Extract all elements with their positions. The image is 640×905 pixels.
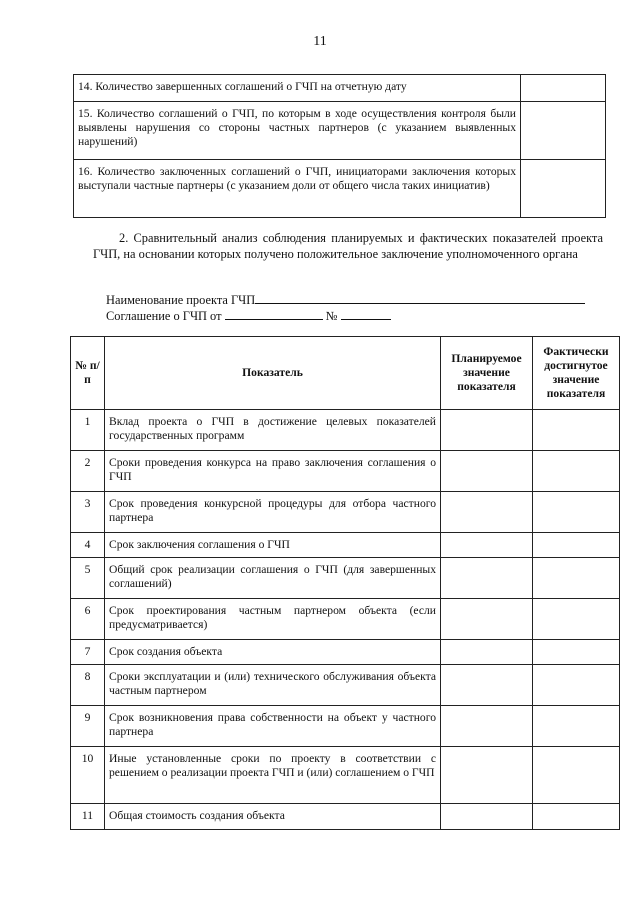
table-row [71,747,620,804]
row-planned [441,665,533,706]
row-actual [533,804,620,830]
row-planned [441,558,533,599]
row-actual [533,640,620,665]
header-indicator: Показатель [105,337,441,410]
row-indicator: Общая стоимость создания объекта [105,804,441,830]
row-actual [533,706,620,747]
table-row [71,599,620,640]
row-planned [441,533,533,558]
row-planned [441,451,533,492]
table-row [74,102,606,160]
indicator-cell: 16. Количество заключенных соглашений о ГЧП, инициаторами заключения которых выступали частные партнеры (с указанием доли от общего числа таких инициатив) [74,160,521,218]
row-number: 5 [71,558,105,599]
value-cell [521,75,606,102]
page-number: 11 [313,34,327,49]
row-planned [441,599,533,640]
row-planned [441,492,533,533]
row-actual [533,410,620,451]
row-number: 2 [71,451,105,492]
table-row [71,804,620,830]
row-actual [533,599,620,640]
table-row [71,410,620,451]
agreement-label: Соглашение о ГЧП от [106,309,222,323]
row-indicator: Срок создания объекта [105,640,441,665]
row-number: 6 [71,599,105,640]
indicators-table-continued [73,74,606,218]
table-row [71,706,620,747]
indicator-cell: 14. Количество завершенных соглашений о ГЧП на отчетную дату [74,75,521,102]
row-number: 11 [71,804,105,830]
number-sign: № [325,309,338,323]
row-number: 3 [71,492,105,533]
row-planned [441,747,533,804]
row-actual [533,492,620,533]
row-indicator: Срок проведения конкурсной процедуры для отбора частного партнера [105,492,441,533]
row-actual [533,665,620,706]
table-row [71,665,620,706]
agreement-line [106,308,585,324]
value-cell [521,102,606,160]
header-actual: Фактически достигнутое значение показателя [533,337,620,410]
table-row [74,160,606,218]
row-planned [441,804,533,830]
table-row [71,558,620,599]
row-indicator: Иные установленные сроки по проекту в соответствии с решением о реализации проекта ГЧП и (или) соглашением о ГЧП [105,747,441,804]
row-actual [533,558,620,599]
row-indicator: Срок заключения соглашения о ГЧП [105,533,441,558]
row-indicator: Общий срок реализации соглашения о ГЧП (для завершенных соглашений) [105,558,441,599]
row-indicator: Срок проектирования частным партнером объекта (если предусматривается) [105,599,441,640]
indicator-cell: 15. Количество соглашений о ГЧП, по которым в ходе осуществления контроля были выявлены нарушения со стороны частных партнеров (с указанием выявленных нарушений) [74,102,521,160]
row-actual [533,747,620,804]
table-row [71,451,620,492]
row-number: 4 [71,533,105,558]
row-actual [533,451,620,492]
row-indicator: Сроки проведения конкурса на право заключения соглашения о ГЧП [105,451,441,492]
agreement-date-blank [225,308,323,320]
header-planned: Планируемое значение показателя [441,337,533,410]
header-num: № п/п [71,337,105,410]
row-number: 1 [71,410,105,451]
row-number: 9 [71,706,105,747]
project-name-line [106,292,585,308]
table-row [71,492,620,533]
row-number: 8 [71,665,105,706]
table-row [71,533,620,558]
value-cell [521,160,606,218]
row-actual [533,533,620,558]
project-name-blank [255,292,585,304]
table-header-row [71,337,620,410]
row-planned [441,640,533,665]
comparison-table [70,336,620,830]
row-indicator: Срок возникновения права собственности на объект у частного партнера [105,706,441,747]
row-number: 10 [71,747,105,804]
row-indicator: Вклад проекта о ГЧП в достижение целевых показателей государственных программ [105,410,441,451]
table-row [74,75,606,102]
table-row [71,640,620,665]
agreement-number-blank [341,308,391,320]
row-planned [441,706,533,747]
section-heading: 2. Сравнительный анализ соблюдения планируемых и фактических показателей проекта ГЧП, на основании которых получено положительное заключение уполномоченного органа [93,231,603,261]
row-number: 7 [71,640,105,665]
project-fields [106,292,585,324]
row-planned [441,410,533,451]
project-name-label: Наименование проекта ГЧП [106,293,256,307]
row-indicator: Сроки эксплуатации и (или) технического обслуживания объекта частным партнером [105,665,441,706]
